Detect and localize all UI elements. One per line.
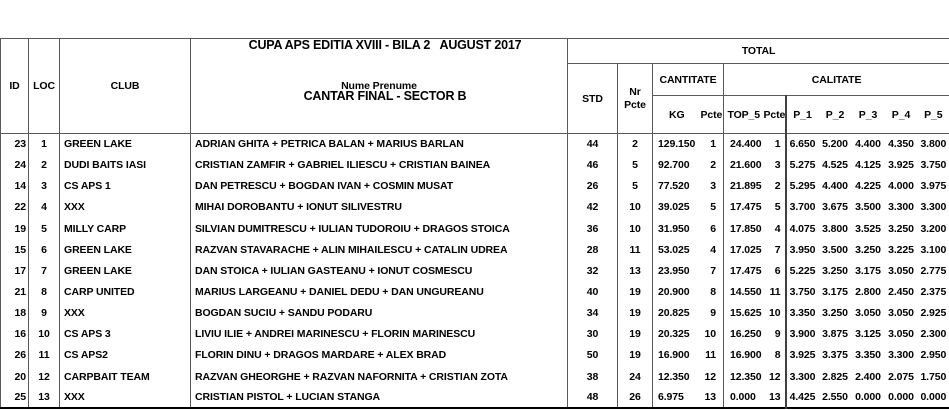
cell-p1: 3.925 [786, 345, 819, 366]
cell-id: 20 [14, 370, 26, 383]
cell-kg: 39.025 [653, 197, 701, 218]
cell-names: CRISTIAN ZAMFIR + GABRIEL ILIESCU + CRISTIAN BAINEA [191, 155, 568, 176]
col-header-p5: P_5 [918, 96, 949, 134]
cell-p4: 3.250 [888, 222, 914, 235]
table-row [1, 260, 949, 281]
cell-p5: 3.975 [920, 180, 947, 193]
cell-id: 23 [14, 138, 26, 151]
cell-p1: 4.075 [786, 218, 819, 239]
col-header-kg-pcte: Pcte [701, 96, 724, 134]
cell-nr-pcte: 19 [618, 345, 653, 366]
cell-kg-pcte: 12 [704, 370, 716, 383]
cell-top5-pcte: 8 [774, 349, 781, 362]
cell-loc: 4 [29, 197, 60, 218]
cell-loc: 9 [29, 303, 60, 324]
cell-p4: 3.050 [888, 328, 914, 341]
cell-p3: 3.175 [855, 264, 881, 277]
cell-names: FLORIN DINU + DRAGOS MARDARE + ALEX BRAD [191, 345, 568, 366]
cell-p5: 3.300 [920, 201, 947, 214]
cell-p4: 3.300 [888, 349, 914, 362]
cell-p1: 3.900 [786, 324, 819, 345]
page-title: CUPA APS EDITIA XVIII - BILA 2 AUGUST 2017 [248, 38, 522, 52]
col-header-kg: KG [653, 96, 701, 134]
cell-loc: 10 [29, 324, 60, 345]
cell-std: 34 [568, 303, 618, 324]
cell-loc: 12 [29, 366, 60, 387]
cell-kg: 20.900 [653, 281, 701, 302]
cell-p3: 4.125 [855, 159, 881, 172]
cell-club: MILLY CARP [60, 218, 191, 239]
cell-top5: 0.000 [724, 387, 764, 408]
cell-p3: 4.400 [855, 138, 881, 151]
cell-p3: 3.050 [855, 307, 881, 320]
cell-p2: 3.800 [822, 222, 848, 235]
table-row [1, 155, 949, 176]
cell-std: 32 [568, 260, 618, 281]
cell-std: 38 [568, 366, 618, 387]
cell-kg: 23.950 [653, 260, 701, 281]
cell-kg-pcte: 3 [710, 180, 716, 193]
cell-top5-pcte: 3 [774, 159, 781, 172]
table-row [1, 345, 949, 366]
cell-kg: 6.975 [653, 387, 701, 408]
col-header-p4: P_4 [885, 96, 918, 134]
cell-p2: 4.400 [822, 180, 848, 193]
cell-std: 42 [568, 197, 618, 218]
cell-loc: 11 [29, 345, 60, 366]
cell-loc: 5 [29, 218, 60, 239]
cell-id: 18 [14, 307, 26, 320]
cell-top5: 12.350 [724, 366, 764, 387]
cell-club: CARP UNITED [60, 281, 191, 302]
cell-id: 19 [14, 222, 26, 235]
cell-top5-pcte: 12 [769, 370, 781, 383]
cell-id: 14 [14, 180, 26, 193]
cell-club: GREEN LAKE [60, 260, 191, 281]
col-header-cantitate: CANTITATE [653, 64, 724, 96]
col-header-top5-pcte: Pcte [764, 96, 786, 134]
cell-top5-pcte: 2 [774, 180, 781, 193]
cell-p2: 3.675 [822, 201, 848, 214]
table-row [1, 176, 949, 197]
table-row [1, 218, 949, 239]
cell-loc: 13 [29, 387, 60, 408]
col-header-top5: TOP_5 [724, 96, 764, 134]
cell-p4: 3.925 [888, 159, 914, 172]
cell-nr-pcte: 24 [618, 366, 653, 387]
cell-p2: 3.375 [822, 349, 848, 362]
cell-p4: 2.075 [888, 370, 914, 383]
cell-names: RAZVAN GHEORGHE + RAZVAN NAFORNITA + CRISTIAN ZOTA [191, 366, 568, 387]
table-row [1, 281, 949, 302]
cell-nr-pcte: 19 [618, 324, 653, 345]
cell-top5: 21.895 [724, 176, 764, 197]
cell-p1: 3.950 [786, 239, 819, 260]
cell-loc: 7 [29, 260, 60, 281]
col-header-total: TOTAL [568, 39, 949, 64]
cell-p4: 3.225 [888, 243, 914, 256]
cell-names: CRISTIAN PISTOL + LUCIAN STANGA [191, 387, 568, 408]
cell-club: CS APS2 [60, 345, 191, 366]
cell-club: GREEN LAKE [60, 134, 191, 155]
cell-p3: 2.800 [855, 286, 881, 299]
cell-names: DAN PETRESCU + BOGDAN IVAN + COSMIN MUSAT [191, 176, 568, 197]
cell-id: 16 [14, 328, 26, 341]
cell-loc: 2 [29, 155, 60, 176]
col-header-std: STD [568, 64, 618, 134]
cell-std: 44 [568, 134, 618, 155]
cell-std: 48 [568, 387, 618, 408]
cell-p2: 4.525 [822, 159, 848, 172]
cell-club: GREEN LAKE [60, 239, 191, 260]
cell-p3: 3.250 [855, 243, 881, 256]
cell-top5-pcte: 13 [769, 391, 781, 404]
cell-p4: 4.000 [888, 180, 914, 193]
cell-names: MARIUS LARGEANU + DANIEL DEDU + DAN UNGUREANU [191, 281, 568, 302]
cell-p1: 5.225 [786, 260, 819, 281]
cell-p1: 5.295 [786, 176, 819, 197]
cell-kg-pcte: 11 [705, 349, 716, 362]
cell-club: CS APS 3 [60, 324, 191, 345]
cell-std: 50 [568, 345, 618, 366]
cell-top5: 21.600 [724, 155, 764, 176]
cell-p2: 5.200 [822, 138, 848, 151]
cell-names: DAN STOICA + IULIAN GASTEANU + IONUT COSMESCU [191, 260, 568, 281]
cell-nr-pcte: 5 [618, 176, 653, 197]
cell-p1: 4.425 [786, 387, 819, 408]
cell-p2: 2.550 [822, 391, 848, 404]
cell-top5-pcte: 5 [774, 201, 781, 214]
cell-club: CARPBAIT TEAM [60, 366, 191, 387]
cell-p5: 2.925 [920, 307, 947, 320]
cell-loc: 1 [29, 134, 60, 155]
cell-kg: 53.025 [653, 239, 701, 260]
cell-std: 28 [568, 239, 618, 260]
col-header-id: ID [1, 39, 29, 134]
cell-nr-pcte: 19 [618, 281, 653, 302]
cell-names: SILVIAN DUMITRESCU + IULIAN TUDOROIU + DRAGOS STOICA [191, 218, 568, 239]
cell-loc: 3 [29, 176, 60, 197]
cell-p4: 3.050 [888, 307, 914, 320]
cell-std: 36 [568, 218, 618, 239]
cell-loc: 6 [29, 239, 60, 260]
cell-nr-pcte: 5 [618, 155, 653, 176]
cell-p1: 3.700 [786, 197, 819, 218]
cell-id: 17 [14, 264, 26, 277]
cell-names: ADRIAN GHITA + PETRICA BALAN + MARIUS BARLAN [191, 134, 568, 155]
results-table [0, 38, 949, 409]
table-row [1, 134, 949, 155]
cell-p2: 2.825 [822, 370, 848, 383]
cell-kg-pcte: 13 [704, 391, 716, 404]
cell-kg: 20.325 [653, 324, 701, 345]
table-row [1, 303, 949, 324]
cell-p5: 2.375 [920, 286, 947, 299]
cell-kg-pcte: 9 [710, 307, 716, 320]
cell-p4: 0.000 [888, 391, 914, 404]
cell-p2: 3.500 [822, 243, 848, 256]
cell-club: XXX [60, 387, 191, 408]
cell-nr-pcte: 10 [618, 197, 653, 218]
cell-top5-pcte: 1 [774, 138, 781, 151]
cell-kg: 92.700 [653, 155, 701, 176]
col-header-nr-line2: Pcte [624, 98, 646, 111]
cell-std: 40 [568, 281, 618, 302]
results-body [1, 134, 949, 409]
cell-club: CS APS 1 [60, 176, 191, 197]
cell-p5: 3.750 [920, 159, 947, 172]
cell-nr-pcte: 26 [618, 387, 653, 408]
cell-p4: 3.050 [888, 264, 914, 277]
cell-id: 15 [14, 243, 26, 256]
cell-p5: 3.200 [920, 222, 947, 235]
page-subtitle: CANTAR FINAL - SECTOR B [303, 89, 467, 103]
cell-std: 30 [568, 324, 618, 345]
cell-p5: 2.300 [920, 328, 947, 341]
cell-kg: 12.350 [653, 366, 701, 387]
cell-top5: 16.250 [724, 324, 764, 345]
cell-top5: 17.850 [724, 218, 764, 239]
cell-top5-pcte: 6 [774, 264, 781, 277]
cell-nr-pcte: 13 [618, 260, 653, 281]
table-row [1, 366, 949, 387]
cell-top5: 15.625 [724, 303, 764, 324]
cell-top5-pcte: 10 [769, 307, 781, 320]
cell-p5: 1.750 [920, 370, 947, 383]
cell-top5-pcte: 11 [769, 286, 781, 299]
cell-p3: 3.525 [855, 222, 881, 235]
cell-id: 25 [14, 391, 26, 404]
cell-p5: 3.100 [920, 243, 947, 256]
cell-p1: 5.275 [786, 155, 819, 176]
cell-std: 26 [568, 176, 618, 197]
cell-top5-pcte: 7 [774, 243, 781, 256]
cell-top5: 24.400 [724, 134, 764, 155]
col-header-loc: LOC [29, 39, 60, 134]
cell-id: 24 [14, 159, 26, 172]
cell-top5: 14.550 [724, 281, 764, 302]
cell-p3: 3.350 [855, 349, 881, 362]
cell-std: 46 [568, 155, 618, 176]
cell-p2: 3.250 [822, 264, 848, 277]
cell-top5-pcte: 9 [774, 328, 781, 341]
cell-club: XXX [60, 303, 191, 324]
col-header-p2: P_2 [819, 96, 852, 134]
cell-names: LIVIU ILIE + ANDREI MARINESCU + FLORIN MARINESCU [191, 324, 568, 345]
cell-p1: 3.300 [786, 366, 819, 387]
cell-nr-pcte: 19 [618, 303, 653, 324]
cell-p3: 3.125 [855, 328, 881, 341]
cell-p5: 3.800 [920, 138, 947, 151]
cell-p3: 3.500 [855, 201, 881, 214]
cell-names: MIHAI DOROBANTU + IONUT SILIVESTRU [191, 197, 568, 218]
cell-kg: 31.950 [653, 218, 701, 239]
cell-p3: 2.400 [855, 370, 881, 383]
cell-kg-pcte: 6 [710, 222, 716, 235]
cell-p3: 4.225 [855, 180, 881, 193]
col-header-nume-prenume: Nume Prenume [191, 39, 568, 134]
cell-p4: 4.350 [888, 138, 914, 151]
cell-p5: 0.000 [920, 391, 947, 404]
cell-nr-pcte: 2 [618, 134, 653, 155]
cell-names: RAZVAN STAVARACHE + ALIN MIHAILESCU + CATALIN UDREA [191, 239, 568, 260]
cell-club: DUDI BAITS IASI [60, 155, 191, 176]
col-header-p1: P_1 [786, 96, 819, 134]
cell-p2: 3.175 [822, 286, 848, 299]
col-header-nr-line1: Nr [629, 85, 641, 98]
cell-nr-pcte: 10 [618, 218, 653, 239]
cell-top5: 17.025 [724, 239, 764, 260]
cell-kg: 20.825 [653, 303, 701, 324]
cell-kg-pcte: 8 [710, 286, 716, 299]
table-row [1, 239, 949, 260]
cell-p2: 3.875 [822, 328, 848, 341]
cell-id: 26 [14, 349, 26, 362]
cell-id: 21 [14, 286, 26, 299]
cell-club: XXX [60, 197, 191, 218]
cell-top5: 16.900 [724, 345, 764, 366]
cell-kg-pcte: 7 [710, 264, 716, 277]
cell-kg: 129.150 [653, 134, 701, 155]
cell-p5: 2.775 [920, 264, 947, 277]
cell-kg: 77.520 [653, 176, 701, 197]
cell-p3: 0.000 [855, 391, 881, 404]
cell-p4: 2.450 [888, 286, 914, 299]
col-header-calitate: CALITATE [724, 64, 949, 96]
cell-kg-pcte: 5 [710, 201, 716, 214]
cell-p4: 3.300 [888, 201, 914, 214]
table-row [1, 324, 949, 345]
cell-p1: 3.750 [786, 281, 819, 302]
cell-loc: 8 [29, 281, 60, 302]
cell-top5-pcte: 4 [774, 222, 781, 235]
cell-top5: 17.475 [724, 260, 764, 281]
table-row [1, 197, 949, 218]
cell-kg-pcte: 2 [710, 159, 716, 172]
cell-p2: 3.250 [822, 307, 848, 320]
cell-kg-pcte: 1 [710, 138, 716, 151]
col-header-p3: P_3 [852, 96, 885, 134]
table-row [1, 387, 949, 408]
col-header-nr-pcte [618, 64, 653, 134]
cell-kg-pcte: 10 [704, 328, 716, 341]
cell-p1: 6.650 [786, 134, 819, 155]
cell-p5: 2.950 [920, 349, 947, 362]
cell-kg-pcte: 4 [710, 243, 716, 256]
cell-kg: 16.900 [653, 345, 701, 366]
cell-p1: 3.350 [786, 303, 819, 324]
cell-top5: 17.475 [724, 197, 764, 218]
col-header-club: CLUB [60, 39, 191, 134]
cell-nr-pcte: 11 [618, 239, 653, 260]
cell-id: 22 [14, 201, 26, 214]
cell-names: BOGDAN SUCIU + SANDU PODARU [191, 303, 568, 324]
